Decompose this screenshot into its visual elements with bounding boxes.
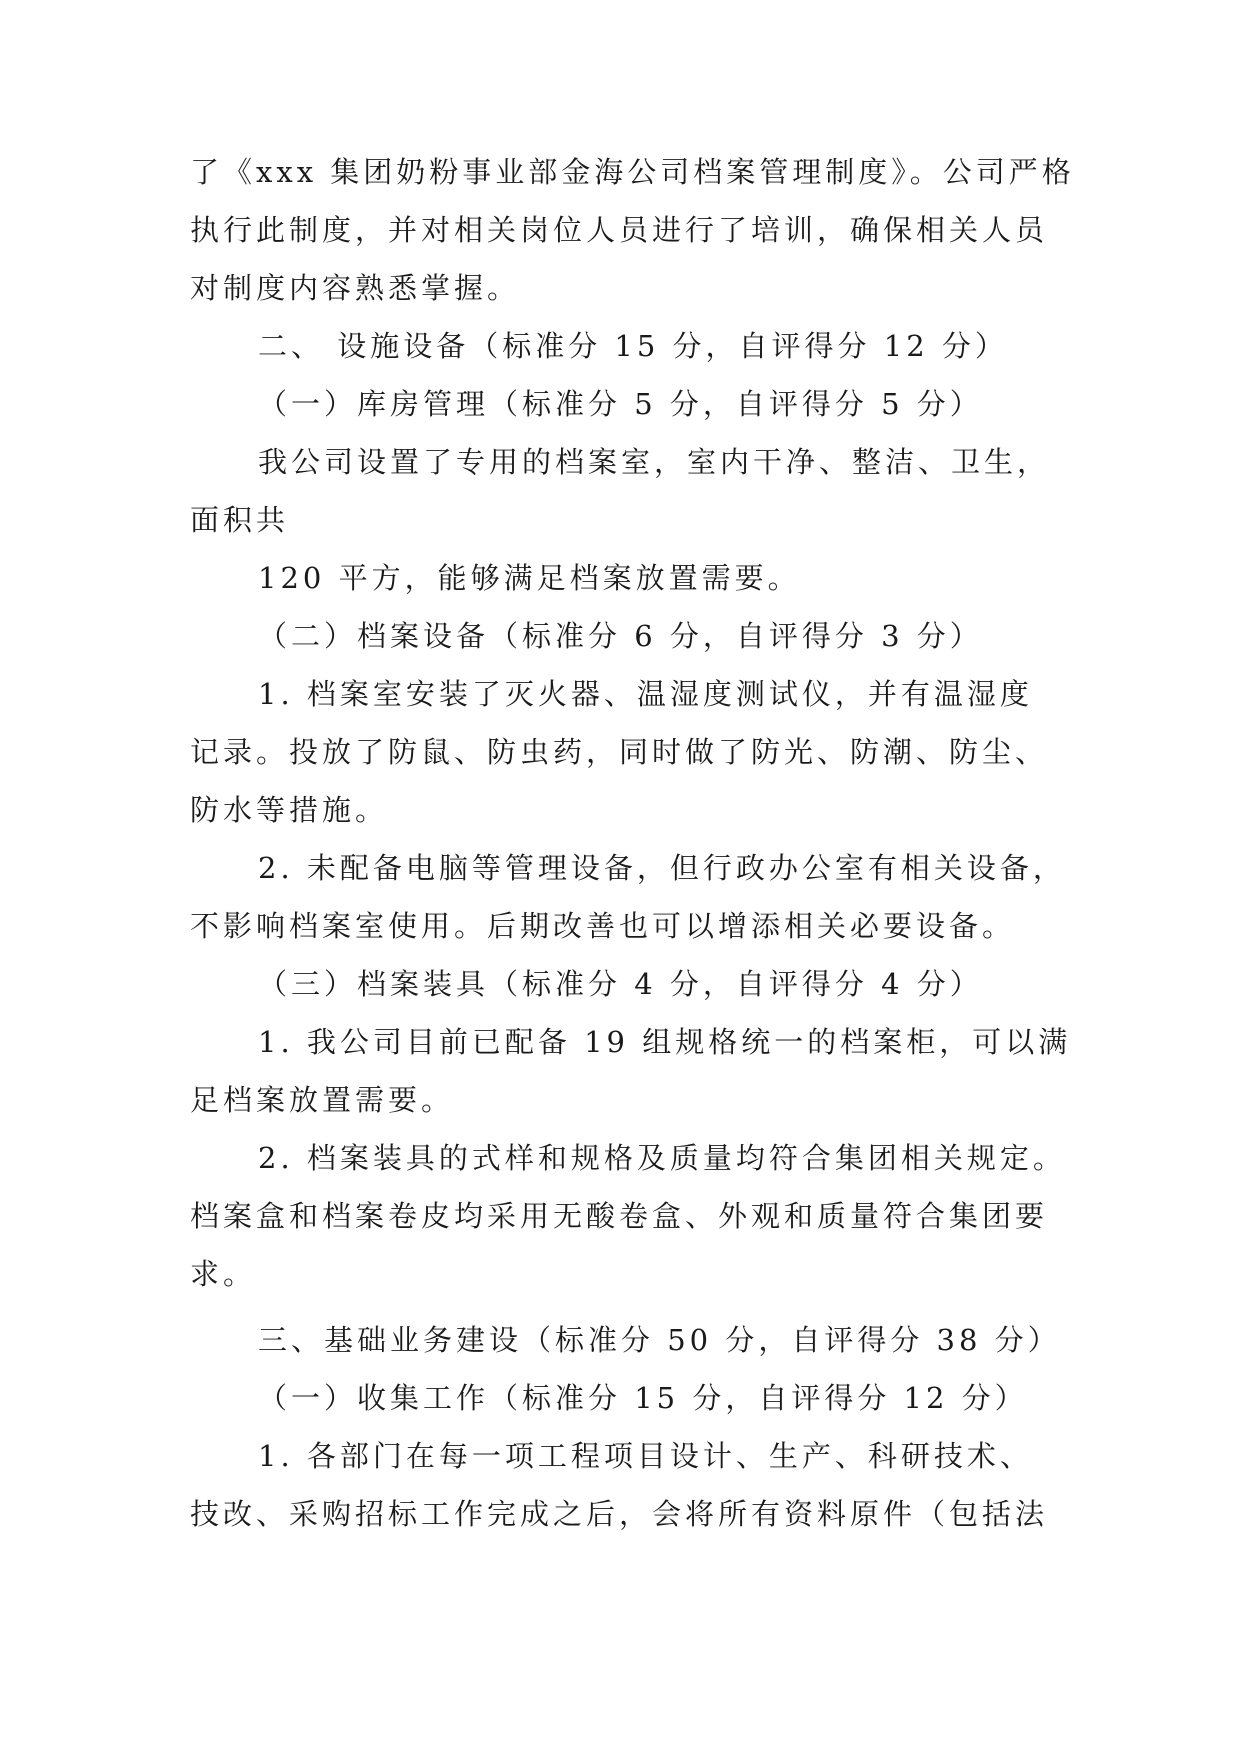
text-line: 防水等措施。 <box>190 793 389 827</box>
text-line: 求。 <box>190 1257 257 1291</box>
section-heading: 二、 设施设备（标准分 15 分，自评得分 12 分） <box>258 329 1008 363</box>
text-line: 足档案放置需要。 <box>190 1083 455 1117</box>
section-heading: 三、基础业务建设（标准分 50 分，自评得分 38 分） <box>258 1323 1061 1357</box>
subsection-heading: （三）档案装具（标准分 4 分，自评得分 4 分） <box>258 967 983 1001</box>
text-line: 2. 档案装具的式样和规格及质量均符合集团相关规定。 <box>258 1141 1066 1175</box>
text-line: 面积共 <box>190 503 290 537</box>
text-line: 1. 各部门在每一项工程项目设计、生产、科研技术、 <box>258 1439 1033 1473</box>
subsection-heading: （一）收集工作（标准分 15 分，自评得分 12 分） <box>258 1381 1028 1415</box>
text-line: 2. 未配备电脑等管理设备，但行政办公室有相关设备， <box>258 851 1066 885</box>
text-line: 1. 我公司目前已配备 19 组规格统一的档案柜，可以满 <box>258 1025 1072 1059</box>
subsection-heading: （一）库房管理（标准分 5 分，自评得分 5 分） <box>258 387 983 421</box>
text-line: 对制度内容熟悉掌握。 <box>190 271 521 305</box>
text-line: 了《xxx 集团奶粉事业部金海公司档案管理制度》。公司严格 <box>190 155 1075 189</box>
text-line: 执行此制度，并对相关岗位人员进行了培训，确保相关人员 <box>190 213 1049 247</box>
text-line: 120 平方，能够满足档案放置需要。 <box>258 561 801 595</box>
text-line: 档案盒和档案卷皮均采用无酸卷盒、外观和质量符合集团要 <box>190 1199 1049 1233</box>
text-line: 记录。投放了防鼠、防虫药，同时做了防光、防潮、防尘、 <box>190 735 1049 769</box>
text-line: 我公司设置了专用的档案室，室内干净、整洁、卫生， <box>258 445 1051 479</box>
text-line: 不影响档案室使用。后期改善也可以增添相关必要设备。 <box>190 909 1016 943</box>
subsection-heading: （二）档案设备（标准分 6 分，自评得分 3 分） <box>258 619 983 653</box>
text-line: 技改、采购招标工作完成之后，会将所有资料原件（包括法 <box>190 1497 1049 1531</box>
text-line: 1. 档案室安装了灭火器、温湿度测试仪，并有温湿度 <box>258 677 1033 711</box>
